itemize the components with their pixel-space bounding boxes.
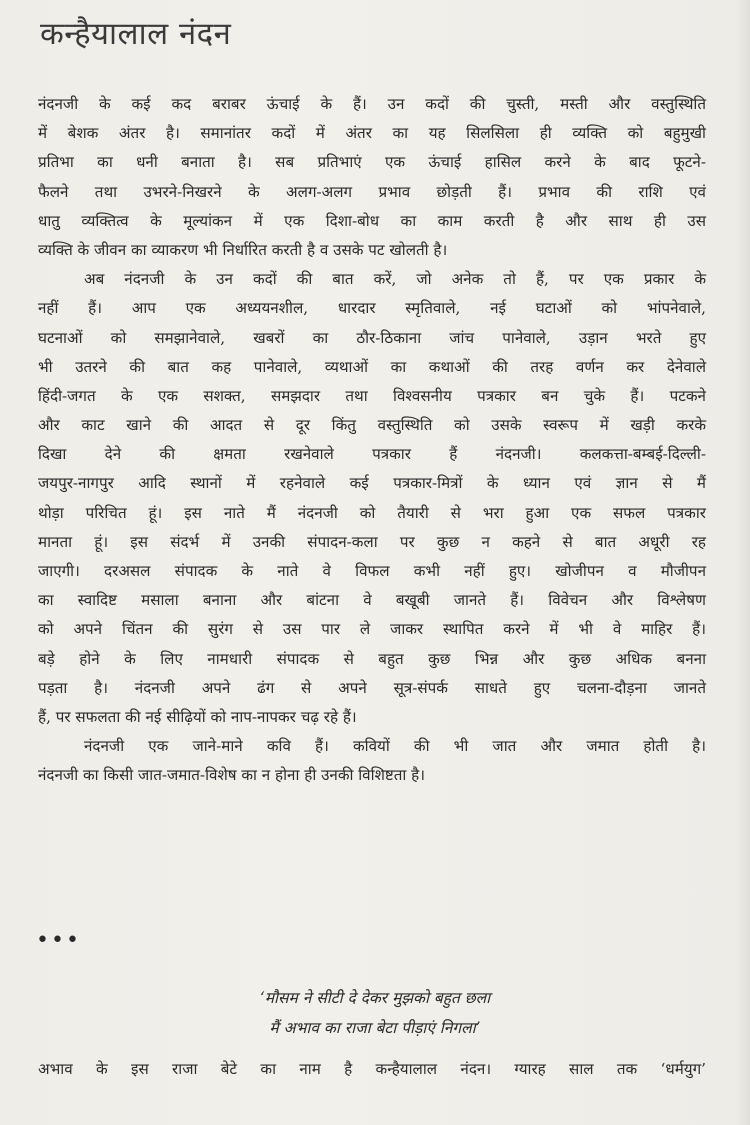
text-line: और काट खाने की आदत से दूर किंतु वस्तुस्थिति को उसके स्वरूप में खड़ी करके: [38, 416, 706, 435]
text-line: व्यक्ति के जीवन का व्याकरण भी निर्धारित करती है व उसके पट खोलती है।: [38, 240, 448, 259]
text-line: नंदनजी का किसी जात-जमात-विशेष का न होना ही उनकी विशिष्टता है।: [38, 766, 426, 785]
text-line: पड़ता है। नंदनजी अपने ढंग से अपने सूत्र-संपर्क साधते हुए चलना-दौड़ना जानते: [38, 678, 706, 697]
text-line: फैलने तथा उभरने-निखरने के अलग-अलग प्रभाव छोड़ती हैं। प्रभाव की राशि एवं: [38, 182, 706, 201]
text-line: नंदनजी के कई कद बराबर ऊंचाई के हैं। उन कदों की चुस्ती, मस्ती और वस्तुस्थिति: [38, 95, 706, 113]
text-line: बड़े होने के लिए नामधारी संपादक से बहुत कुछ भिन्न और कुछ अधिक बनना: [38, 649, 706, 668]
text-line: नहीं हैं। आप एक अध्ययनशील, धारदार स्मृतिवाले, नई घटाओं को भांपनेवाले,: [38, 299, 706, 318]
text-line: दिखा देने की क्षमता रखनेवाले पत्रकार हैं नंदनजी। कलकत्ता-बम्बई-दिल्ली-: [38, 445, 706, 464]
poem-quote: [0, 983, 750, 1043]
paragraph-2: [38, 265, 706, 732]
text-line: हिंदी-जगत के एक सशक्त, समझदार तथा विश्वसनीय पत्रकार बन चुके हैं। पटकने: [38, 386, 706, 405]
text-line: मानता हूं। इस संदर्भ में उनकी संपादन-कला पर कुछ न कहने से बात अधूरी रह: [38, 532, 706, 551]
section-separator: •••: [36, 928, 81, 953]
text-line: का स्वादिष्ट मसाला बनाना और बांटना वे बखूबी जानते हैं। विवेचन और विश्लेषण: [38, 591, 706, 610]
paragraph-1: [38, 90, 706, 265]
text-line: थोड़ा परिचित हूं। इस नाते मैं नंदनजी को तैयारी से भरा हुआ एक सफल पत्रकार: [38, 503, 706, 522]
text-line: जाएगी। दरअसल संपादक के नाते वे विफल कभी नहीं हुए। खोजीपन व मौजीपन: [38, 562, 706, 580]
page-heading: कन्हैयालाल नंदन: [40, 16, 232, 52]
text-line: प्रतिभा का धनी बनाता है। सब प्रतिभाएं एक ऊंचाई हासिल करने के बाद फूटने-: [38, 153, 706, 172]
quote-line: ‘मौसम ने सीटी दे देकर मुझको बहुत छला: [259, 989, 491, 1007]
text-line: अभाव के इस राजा बेटे का नाम है कन्हैयालाल नंदन। ग्यारह साल तक ‘धर्मयुग’: [38, 1060, 706, 1078]
paragraph-3: [38, 732, 706, 790]
quote-line: मैं अभाव का राजा बेटा पीड़ाएं निगला’: [269, 1019, 481, 1037]
text-line: हैं, पर सफलता की नई सीढ़ियों को नाप-नापकर चढ़ रहे हैं।: [38, 707, 357, 726]
body-text: [38, 90, 706, 791]
text-line: को अपने चिंतन की सुरंग से उस पार ले जाकर स्थापित करने में भी वे माहिर हैं।: [38, 620, 706, 639]
closing-paragraph: [38, 1055, 706, 1084]
text-line: नंदनजी एक जाने-माने कवि हैं। कवियों की भी जात और जमात होती है।: [84, 737, 706, 756]
text-line: धातु व्यक्तित्व के मूल्यांकन में एक दिशा-बोध का काम करती है और साथ ही उस: [38, 211, 706, 230]
text-line: भी उतरने की बात कह पानेवाले, व्यथाओं का कथाओं की तरह वर्णन कर देनेवाले: [38, 357, 706, 376]
text-line: घटनाओं को समझानेवाले, खबरों का ठौर-ठिकाना जांच पानेवाले, उड़ान भरते हुए: [38, 328, 706, 347]
text-line: में बेशक अंतर है। समानांतर कदों में अंतर का यह सिलसिला ही व्यक्ति को बहुमुखी: [38, 124, 706, 143]
page-edge-shadow: [736, 0, 750, 1125]
text-line: अब नंदनजी के उन कदों की बात करें, जो अनेक तो हैं, पर एक प्रकार के: [84, 270, 706, 289]
text-line: जयपुर-नागपुर आदि स्थानों में रहनेवाले कई पत्रकार-मित्रों के ध्यान एवं ज्ञान से मैं: [38, 474, 706, 493]
